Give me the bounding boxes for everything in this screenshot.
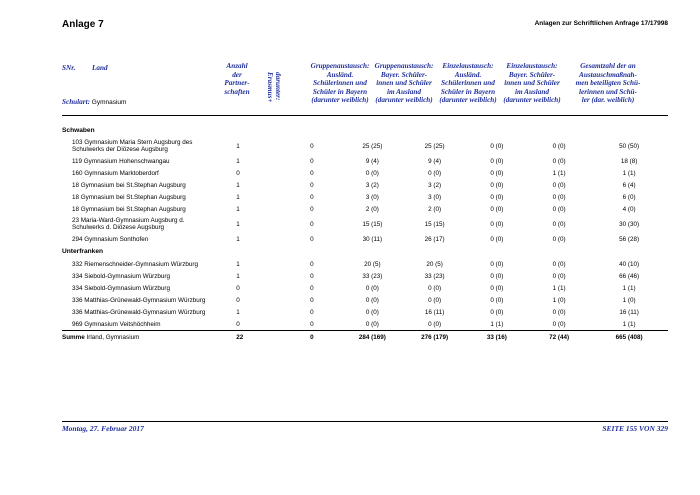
- group-foreign-cell: 0 (0): [365, 169, 379, 177]
- single-bavarian-header-line: innen und Schüler: [504, 79, 560, 88]
- total-cell: 66 (46): [619, 272, 640, 280]
- school-name-line: 336 Matthias-Grünewald-Gymnasium Würzburg: [72, 308, 206, 316]
- single-bavarian-cell: 0 (0): [552, 260, 566, 268]
- school-name: [62, 137, 228, 155]
- partnerships-cell: 1: [236, 181, 240, 189]
- erasmus-cell: 0: [310, 142, 314, 150]
- erasmus-cell: 0: [310, 220, 314, 228]
- single-bavarian-cell: 1 (1): [552, 169, 566, 177]
- schulart-label: Schulart:: [62, 98, 90, 106]
- total-cell: 18 (8): [620, 157, 638, 165]
- anzahl-header-line: der: [232, 70, 242, 79]
- table-row: [62, 282, 668, 294]
- group-bavarian-cell: 15 (15): [424, 220, 445, 228]
- school-name-line: 103 Gymnasium Maria Stern Augsburg des: [72, 139, 193, 146]
- single-foreign-cell: 0 (0): [490, 272, 504, 280]
- group-foreign-cell: 0 (0): [365, 320, 379, 328]
- group-bavarian-cell: 0 (0): [428, 296, 442, 304]
- single-foreign-cell: 0 (0): [490, 157, 504, 165]
- partnerships-cell: 1: [236, 157, 240, 165]
- table-row: [62, 137, 668, 155]
- table-row: [62, 318, 668, 331]
- table-row: [62, 258, 668, 270]
- table-row: [62, 306, 668, 318]
- group-bavarian-header-line: (darunter weiblich): [375, 96, 433, 105]
- group-foreign-header-line: (darunter weiblich): [311, 96, 369, 105]
- total-header-line: Gesamtzahl der an: [580, 62, 636, 70]
- group-foreign-header: [306, 62, 374, 105]
- group-foreign-cell: 9 (4): [365, 157, 379, 165]
- single-bavarian-cell: 0 (0): [552, 157, 566, 165]
- summary-single-bavarian: 72 (44): [549, 334, 570, 341]
- anzahl-header-line: Anzahl: [226, 62, 248, 70]
- summary-single-foreign: 33 (16): [486, 334, 507, 341]
- summary-label: [62, 331, 228, 345]
- single-foreign-header-line: (darunter weiblich): [439, 96, 497, 105]
- group-foreign-cell: 0 (0): [365, 308, 379, 316]
- school-name: [62, 306, 228, 318]
- erasmus-cell: 0: [310, 169, 314, 177]
- single-foreign-cell: 0 (0): [490, 142, 504, 150]
- table-row: [62, 294, 668, 306]
- group-bavarian-cell: 3 (2): [428, 181, 442, 189]
- school-name-line: 294 Gymnasium Sonthofen: [72, 235, 149, 243]
- group-bavarian-header-line: im Ausland: [387, 87, 421, 96]
- group-bavarian-cell: 20 (5): [426, 260, 443, 268]
- group-bavarian-header: [370, 62, 438, 105]
- single-foreign-header: [434, 62, 502, 105]
- single-bavarian-header-line: im Ausland: [515, 87, 549, 96]
- summary-label-rest: Irland, Gymnasium: [86, 334, 140, 341]
- group-bavarian-cell: 0 (0): [428, 169, 442, 177]
- erasmus-cell: 0: [310, 260, 314, 268]
- table-row: [62, 203, 668, 215]
- school-name: [62, 215, 228, 233]
- group-bavarian-header-line: Bayer. Schüler-: [380, 70, 428, 79]
- erasmus-cell: 0: [310, 205, 314, 213]
- total-cell: 1 (1): [622, 320, 636, 328]
- partnerships-cell: 1: [236, 235, 240, 243]
- total-header-line: Austauschmaßnah-: [579, 70, 637, 79]
- school-name-line: 969 Gymnasium Veitshöchheim: [72, 320, 161, 328]
- summary-group-bavarian: 276 (179): [421, 334, 449, 341]
- region-name: Schwaben: [62, 127, 95, 134]
- erasmus-header: [268, 72, 282, 112]
- summary-partnerships: 22: [236, 334, 244, 341]
- summary-label-bold: Summe: [62, 334, 87, 341]
- single-foreign-header-line: Schülerinnen und: [441, 79, 495, 88]
- group-bavarian-header-line: Gruppenaustausch:: [374, 62, 434, 70]
- group-bavarian-cell: 0 (0): [428, 320, 442, 328]
- anzahl-header-line: Partner-: [224, 79, 250, 88]
- partnerships-cell: 0: [236, 320, 240, 328]
- region-name: Unterfranken: [62, 248, 104, 255]
- land-header: Land: [92, 64, 108, 72]
- erasmus-cell: 0: [310, 181, 314, 189]
- group-foreign-header-line: Schüler in Bayern: [312, 87, 368, 96]
- partnerships-cell: 1: [236, 308, 240, 316]
- school-name: [62, 282, 228, 294]
- partnerships-cell: 1: [236, 193, 240, 201]
- school-name-line: 23 Maria-Ward-Gymnasium Augsburg d.: [72, 217, 185, 224]
- group-foreign-cell: 3 (0): [365, 193, 379, 201]
- single-foreign-cell: 0 (0): [490, 205, 504, 213]
- partnerships-cell: 1: [236, 272, 240, 280]
- erasmus-cell: 0: [310, 235, 314, 243]
- erasmus-cell: 0: [310, 157, 314, 165]
- group-foreign-cell: 20 (5): [364, 260, 381, 268]
- table-row: [62, 270, 668, 282]
- group-foreign-cell: 30 (11): [362, 235, 383, 243]
- single-foreign-cell: 1 (1): [490, 320, 504, 328]
- group-bavarian-cell: 2 (0): [428, 205, 442, 213]
- school-name-line: 334 Siebold-Gymnasium Würzburg: [72, 272, 170, 280]
- school-name-line: 160 Gymnasium Marktoberdorf: [72, 169, 159, 177]
- single-bavarian-header-line: Bayer. Schüler-: [508, 70, 556, 79]
- group-bavarian-cell: 25 (25): [424, 142, 445, 150]
- footer-rule: [62, 421, 668, 422]
- school-name-line: 18 Gymnasium bei St.Stephan Augsburg: [72, 181, 186, 189]
- total-cell: 50 (50): [619, 142, 640, 150]
- group-bavarian-cell: 0 (0): [428, 284, 442, 292]
- total-cell: 4 (0): [622, 205, 636, 213]
- school-name: [62, 318, 228, 331]
- erasmus-cell: 0: [310, 284, 314, 292]
- single-foreign-cell: 0 (0): [490, 308, 504, 316]
- total-cell: 16 (11): [619, 308, 639, 316]
- single-bavarian-cell: 0 (0): [552, 308, 566, 316]
- group-bavarian-cell: 3 (0): [428, 193, 442, 201]
- single-foreign-cell: 0 (0): [490, 169, 504, 177]
- summary-group-foreign: 284 (169): [358, 334, 386, 341]
- school-name-line: 18 Gymnasium bei St.Stephan Augsburg: [72, 193, 186, 201]
- annex-label: Anlage 7: [62, 19, 104, 30]
- single-foreign-cell: 0 (0): [490, 193, 504, 201]
- exchange-table: [62, 122, 668, 344]
- single-foreign-header-line: Schüler in Bayern: [440, 87, 496, 96]
- school-name: [62, 270, 228, 282]
- single-bavarian-cell: 1 (1): [552, 284, 566, 292]
- school-name: [62, 233, 228, 245]
- partnerships-cell: 1: [236, 220, 240, 228]
- single-bavarian-cell: 0 (0): [552, 142, 566, 150]
- total-header: [566, 62, 650, 105]
- group-foreign-cell: 15 (15): [362, 220, 383, 228]
- partnerships-cell: 0: [236, 169, 240, 177]
- school-name: [62, 258, 228, 270]
- snr-header: SNr.: [62, 64, 76, 72]
- erasmus-cell: 0: [310, 296, 314, 304]
- group-bavarian-cell: 16 (11): [424, 308, 445, 316]
- group-foreign-cell: 33 (23): [362, 272, 383, 280]
- summary-row: [62, 331, 668, 345]
- group-bavarian-cell: 33 (23): [424, 272, 445, 280]
- table-row: [62, 191, 668, 203]
- table-row: [62, 233, 668, 245]
- single-foreign-cell: 0 (0): [490, 220, 504, 228]
- header-rule: [62, 115, 668, 116]
- single-bavarian-cell: 0 (0): [552, 235, 566, 243]
- erasmus-cell: 0: [310, 320, 314, 328]
- partnerships-cell: 0: [236, 284, 240, 292]
- total-header-line: men beteiligten Schü-: [575, 79, 641, 88]
- document-reference: Anlagen zur Schriftlichen Anfrage 17/17998: [534, 20, 668, 27]
- school-name: [62, 155, 228, 167]
- group-foreign-cell: 3 (2): [365, 181, 379, 189]
- school-name: [62, 294, 228, 306]
- total-cell: 6 (4): [622, 181, 636, 189]
- anzahl-header: [214, 62, 260, 96]
- single-bavarian-header: [498, 62, 566, 105]
- erasmus-cell: 0: [310, 272, 314, 280]
- region-row: [62, 124, 668, 137]
- total-cell: 1 (0): [622, 296, 636, 304]
- single-bavarian-cell: 0 (0): [552, 220, 566, 228]
- group-foreign-cell: 2 (0): [365, 205, 379, 213]
- school-name-line: 18 Gymnasium bei St.Stephan Augsburg: [72, 205, 186, 213]
- school-name-line: 119 Gymnasium Hohenschwangau: [72, 157, 170, 165]
- single-bavarian-header-line: Einzelaustausch:: [506, 62, 558, 70]
- school-name-line: 334 Siebold-Gymnasium Würzburg: [72, 284, 170, 292]
- single-foreign-cell: 0 (0): [490, 235, 504, 243]
- school-name: [62, 167, 228, 179]
- group-foreign-cell: 0 (0): [365, 284, 379, 292]
- single-bavarian-cell: 0 (0): [552, 320, 566, 328]
- summary-erasmus: 0: [310, 334, 314, 341]
- group-foreign-header-line: Ausländ.: [326, 70, 354, 79]
- school-name: [62, 203, 228, 215]
- anzahl-header-line: schaften: [224, 87, 250, 96]
- table-row: [62, 215, 668, 233]
- summary-total: 665 (408): [615, 334, 643, 341]
- single-bavarian-cell: 0 (0): [552, 181, 566, 189]
- total-cell: 56 (28): [619, 235, 640, 243]
- single-bavarian-cell: 0 (0): [552, 205, 566, 213]
- schulart-line: [62, 98, 126, 106]
- single-bavarian-cell: 0 (0): [552, 193, 566, 201]
- table-row: [62, 167, 668, 179]
- single-bavarian-cell: 0 (0): [552, 272, 566, 280]
- single-foreign-cell: 0 (0): [490, 284, 504, 292]
- partnerships-cell: 1: [236, 142, 240, 150]
- single-bavarian-header-line: (darunter weiblich): [503, 96, 561, 105]
- table-row: [62, 155, 668, 167]
- schulart-value: Gymnasium: [91, 99, 127, 106]
- single-foreign-cell: 0 (0): [490, 181, 504, 189]
- total-cell: 1 (1): [622, 284, 636, 292]
- partnerships-cell: 0: [236, 296, 240, 304]
- erasmus-cell: 0: [310, 308, 314, 316]
- single-foreign-header-line: Einzelaustausch:: [442, 62, 494, 70]
- partnerships-cell: 1: [236, 260, 240, 268]
- single-foreign-header-line: Ausländ.: [454, 70, 482, 79]
- school-name-line: 336 Matthias-Grünewald-Gymnasium Würzburg: [72, 296, 206, 304]
- total-cell: 40 (10): [619, 260, 640, 268]
- school-name-line: Schulwerks d. Diözese Augsburg: [72, 224, 165, 231]
- school-name-line: 332 Riemenschneider-Gymnasium Würzburg: [72, 260, 198, 268]
- total-header-line: ler (dar. weiblich): [581, 96, 635, 105]
- group-bavarian-cell: 9 (4): [428, 157, 442, 165]
- single-foreign-cell: 0 (0): [490, 296, 504, 304]
- erasmus-header-line: Erasmus+: [266, 72, 274, 103]
- group-foreign-cell: 0 (0): [365, 296, 379, 304]
- total-cell: 6 (0): [622, 193, 636, 201]
- partnerships-cell: 1: [236, 205, 240, 213]
- table-row: [62, 179, 668, 191]
- single-foreign-cell: 0 (0): [490, 260, 504, 268]
- total-cell: 1 (1): [622, 169, 636, 177]
- footer-date: Montag, 27. Februar 2017: [62, 424, 144, 433]
- group-foreign-header-line: Schülerinnen und: [313, 79, 367, 88]
- erasmus-cell: 0: [310, 193, 314, 201]
- region-row: [62, 245, 668, 258]
- footer-page: SEITE 155 VON 329: [602, 424, 668, 433]
- erasmus-header-line: darunter:: [274, 72, 282, 101]
- total-cell: 30 (30): [619, 220, 640, 228]
- school-name: [62, 191, 228, 203]
- group-bavarian-header-line: innen und Schüler: [376, 79, 432, 88]
- group-foreign-header-line: Gruppenaustausch:: [310, 62, 370, 70]
- total-header-line: lerinnen und Schü-: [579, 87, 637, 96]
- school-name: [62, 179, 228, 191]
- single-bavarian-cell: 1 (0): [552, 296, 566, 304]
- group-foreign-cell: 25 (25): [362, 142, 383, 150]
- group-bavarian-cell: 26 (17): [424, 235, 445, 243]
- school-name-line: Schulwerks der Diözese Augsburg: [72, 146, 168, 153]
